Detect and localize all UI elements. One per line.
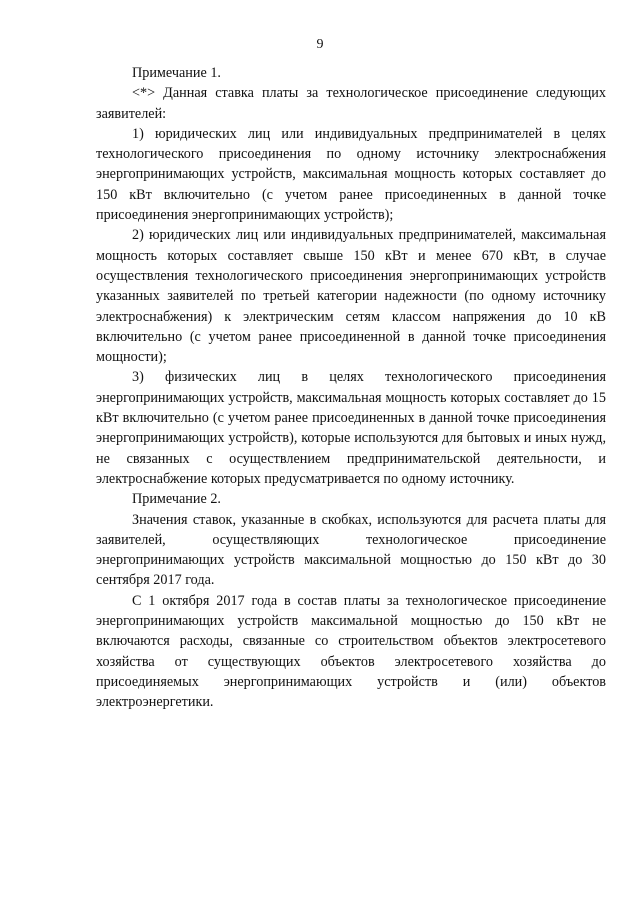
note-1-heading: Примечание 1.	[132, 65, 221, 81]
page-number: 9	[316, 37, 324, 52]
list-item-1: 1) юридических лиц или индивидуальных предпринимателей в целях технологического присоединения по одному источнику электроснабжения энергопринимающих устройств, максимальная мощность которых составляет до 150 кВт включительно (с учетом ранее присоединенных в данной точке присоединения энергопринимающих устройств);	[96, 125, 606, 224]
rate-note-intro: <*> Данная ставка платы за технологическое присоединение следующих заявителей:	[96, 85, 606, 122]
note-2-paragraph: Значения ставок, указанные в скобках, используются для расчета платы для заявителей, осуществляющих технологическое присоединение энергопринимающих устройств максимальной мощностью до 150 кВт до 30 сентября 2017 года.	[96, 511, 606, 589]
list-item-3: 3) физических лиц в целях технологического присоединения энергопринимающих устройств, максимальная мощность которых составляет до 15 кВт включительно (с учетом ранее присоединенных в данной точке присоединения энергопринимающих устройств), которые используются для бытовых и иных нужд, не связанных с осуществлением предпринимательской деятельности, и электроснабжение которых предусматривается по одному источнику.	[96, 369, 606, 487]
document-body	[96, 63, 606, 713]
october-2017-paragraph: С 1 октября 2017 года в состав платы за технологическое присоединение энергопринимающих устройств максимальной мощностью до 150 кВт не включаются расходы, связанные со строительством объектов электросетевого хозяйства от существующих объектов электросетевого хозяйства до присоединяемых энергопринимающих устройств и (или) объектов электроэнергетики.	[96, 592, 606, 711]
list-item-2: 2) юридических лиц или индивидуальных предпринимателей, максимальная мощность которых составляет свыше 150 кВт и менее 670 кВт, в случае осуществления технологического присоединения энергопринимающих устройств указанных заявителей по третьей категории надежности (по одному источнику электроснабжения) к электрическим сетям классом напряжения до 10 кВ включительно (с учетом ранее присоединенной в данной точке присоединения мощности);	[96, 227, 606, 366]
note-2-heading: Примечание 2.	[132, 491, 221, 508]
